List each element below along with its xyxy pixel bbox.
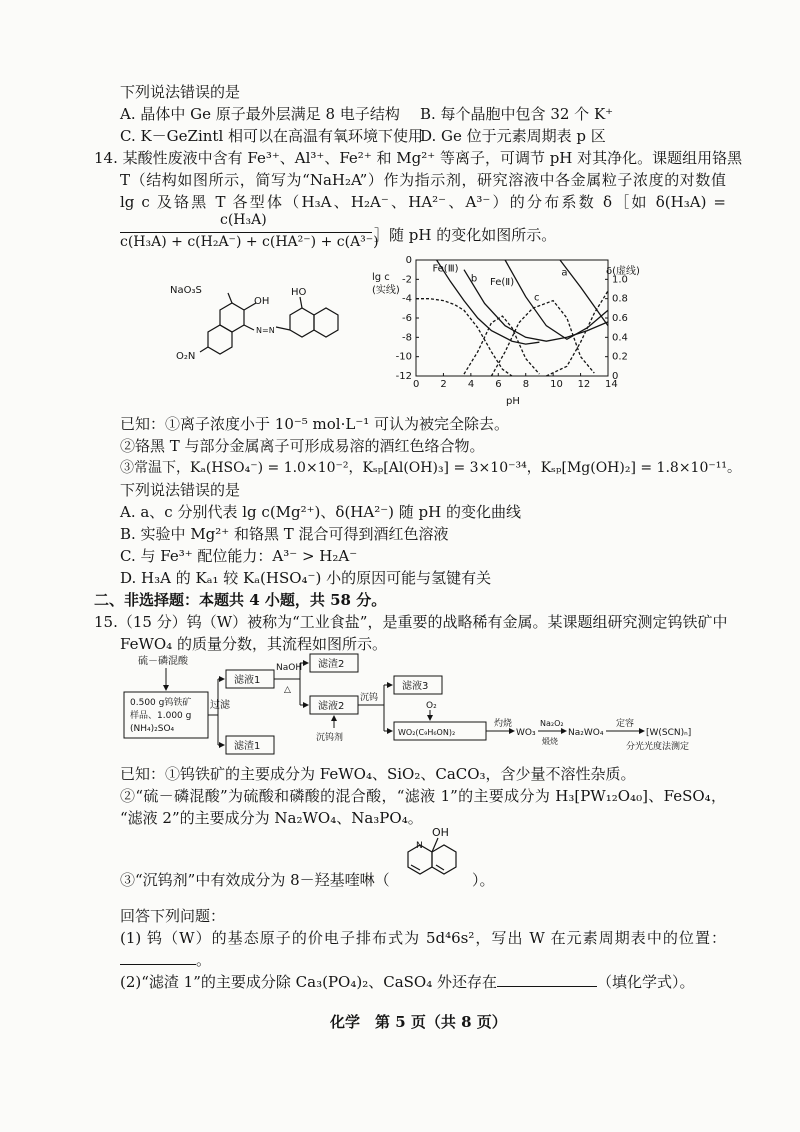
y-right-tick-label: 0 [612,371,619,382]
fraction-bar [120,232,372,233]
q15-line2: FeWO₄ 的质量分数，其流程如图所示。 [120,635,387,653]
filter-label: 过滤 [210,700,230,711]
na2wo4-label: Na₂WO₄ [568,728,604,738]
q14-line1: 14. 某酸性废液中含有 Fe³⁺、Al³⁺、Fe²⁺ 和 Mg²⁺ 等离子，可调节 pH 对其净化。课题组用铬黑 [94,149,743,167]
residue1-label: 滤渣1 [234,741,261,752]
naoh-label: NaOH [276,663,303,673]
q14-known-2: ②铬黑 T 与部分金属离子可形成易溶的酒红色络合物。 [120,437,485,455]
series-label: Fe(Ⅲ) [432,263,459,275]
y-right-tick-label: 0.4 [612,332,628,344]
process-flowchart [118,652,720,760]
structure-azo-label: N=N [256,326,275,335]
series-line-1 [464,270,608,342]
burn-label: 灼烧 [494,719,513,729]
q14-known-3: ③常温下，Kₐ(HSO₄⁻) = 1.0×10⁻²，Kₛₚ[Al(OH)₃] = 3×10⁻³⁴，Kₛₚ[Mg(OH)₂] = 1.8×10⁻¹¹。 [120,460,741,476]
section-2-title: 二、非选择题：本题共 4 小题，共 58 分。 [94,591,387,609]
y-left-tick-label: -4 [402,293,412,305]
chrome-black-t-structure [168,275,358,375]
structure-oh1-label: OH [254,296,270,307]
structure-no2-label: O₂N [176,351,196,362]
sample-label-3: (NH₄)₂SO₄ [130,724,175,734]
series-line-4 [416,299,512,376]
x-tick-label: 4 [467,379,475,390]
fraction-denominator: c(H₃A) + c(H₂A⁻) + c(HA²⁻) + c(A³⁻) [120,234,379,250]
distribution-chart [368,252,660,410]
q13-option-a: A. 晶体中 Ge 原子最外层满足 8 电子结构 [120,105,400,123]
y-right-tick-label: 0.6 [612,313,628,324]
sample-label-1: 0.500 g钨铁矿 [130,698,192,708]
x-tick-label: 10 [550,379,563,390]
q15-known-2a: ②“硫－磷混酸”为硫酸和磷酸的混合酸，“滤液 1”的主要成分为 H₃[PW₁₂O₄₀]、FeSO₄， [120,787,726,805]
wo3-label: WO₃ [516,728,536,738]
method-label: 分光光度法测定 [626,742,690,752]
series-line-2 [505,260,608,339]
y-right-tick-label: 1.0 [612,274,628,286]
q15-known-1: 已知：①钨铁矿的主要成分为 FeWO₄、SiO₂、CaCO₃，含少量不溶性杂质。 [120,765,636,783]
precip-label: 沉钨 [360,693,379,703]
q14-option-b: B. 实验中 Mg²⁺ 和铬黑 T 混合可得到酒红色溶液 [120,525,449,543]
structure-oh2-label: HO [291,287,307,298]
acid-label: 硫－磷混酸 [138,656,188,667]
answer-blank-1[interactable] [120,950,196,965]
na2o2-label: Na₂O₂ [540,719,564,728]
q15-known-2b: “滤液 2”的主要成分为 Na₂WO₄、Na₃PO₄。 [120,809,423,827]
y-right-tick-label: 0.8 [612,293,628,305]
answer-intro: 回答下列问题： [120,907,226,925]
series-label: b [470,273,478,285]
y-left-tick-label: -2 [402,274,412,286]
fuse-label: 煅烧 [542,737,558,746]
quinoline-n-label: N [416,841,423,851]
structure-so3-label: NaO₃S [170,285,202,296]
y-left-tick-label: 0 [405,255,412,266]
hydroxyquinoline-structure [392,824,472,894]
y-left-label-line1: lg c [372,272,390,283]
y-left-tick-label: -6 [402,313,412,324]
series-label: c [533,292,540,304]
fraction-numerator: c(H₃A) [220,212,267,228]
filtrate1-label: 滤液1 [234,675,261,686]
answer-blank-2[interactable] [497,972,597,987]
fraction-tail: ］随 pH 的变化如图所示。 [374,226,557,244]
sub-question-1-answer: 。 [120,950,211,970]
q14-stem2: 下列说法错误的是 [120,481,241,499]
q14-line3: lg c 及铬黑 T 各型体（H₃A、H₂A⁻、HA²⁻、A³⁻）的分布系数 δ［如 δ(H₃A) = [120,193,726,211]
series-line-5 [464,316,539,374]
q15-known-3-end: ）。 [472,871,495,889]
filtrate3-label: 滤液3 [402,681,429,692]
series-label: Fe(Ⅱ) [490,277,515,289]
q14-option-a: A. a、c 分别代表 lg c(Mg²⁺)、δ(HA²⁻) 随 pH 的变化曲线 [120,503,521,521]
x-tick-label: 2 [440,379,447,390]
q13-option-b: B. 每个晶胞中包含 32 个 K⁺ [420,105,614,123]
q13-option-d: D. Ge 位于元素周期表 p 区 [420,127,606,145]
q14-option-d: D. H₃A 的 Kₐ₁ 较 Kₐ(HSO₄⁻) 小的原因可能与氢键有关 [120,569,492,587]
x-tick-label: 8 [522,379,530,390]
q14-line2: T（结构如图所示，简写为“NaH₂A”）作为指示剂，研究溶液中各金属粒子浓度的对数值 [120,171,726,189]
complex-label: WO₂(C₉H₆ON)₂ [398,728,456,737]
y-left-tick-label: -8 [402,332,412,344]
series-label: a [561,267,568,279]
x-tick-label: 6 [495,379,502,390]
q13-option-c: C. K－GeZintl 相可以在高温有氧环境下使用 [120,127,424,145]
x-tick-label: 14 [605,379,618,390]
q15-known-3: ③“沉钨剂”中有效成分为 8－羟基喹啉（ [120,871,390,889]
q14-option-c: C. 与 Fe³⁺ 配位能力：A³⁻ > H₂A⁻ [120,547,358,565]
y-right-tick-label: 0.2 [612,351,628,363]
q13-stem: 下列说法错误的是 [120,83,241,101]
filtrate2-label: 滤液2 [318,701,345,712]
quinoline-oh-label: OH [432,826,449,839]
precip-agent-label: 沉钨剂 [316,733,344,743]
y-left-tick-label: -10 [395,351,412,363]
q14-known-1: 已知：①离子浓度小于 10⁻⁵ mol·L⁻¹ 可认为被完全除去。 [120,415,510,433]
y-right-label: δ(虚线) [606,266,640,277]
page-footer: 化学 第 5 页（共 8 页） [330,1013,507,1031]
delta-label: △ [284,685,291,695]
sub-question-1: (1) 钨（W）的基态原子的价电子排布式为 5d⁴6s²，写出 W 在元素周期表中的位置： [120,929,726,947]
x-axis-label: pH [506,396,520,407]
dilute-label: 定容 [616,719,635,729]
x-tick-label: 12 [577,379,591,390]
y-left-tick-label: -12 [395,371,412,382]
x-tick-label: 0 [413,379,420,390]
q15-line1: 15.（15 分）钨（W）被称为“工业食盐”，是重要的战略稀有金属。某课题组研究测定钨铁矿中 [94,613,728,631]
residue2-label: 滤渣2 [318,659,345,670]
y-left-label-line2: (实线) [372,285,400,296]
scn-label: [W(SCN)ₙ] [646,728,692,738]
sample-label-2: 样品、1.000 g [130,711,192,721]
sub-question-2: (2)“滤渣 1”的主要成分除 Ca₃(PO₄)₂、CaSO₄ 外还存在 （填化学式）。 [120,973,695,991]
o2-label: O₂ [426,701,437,711]
